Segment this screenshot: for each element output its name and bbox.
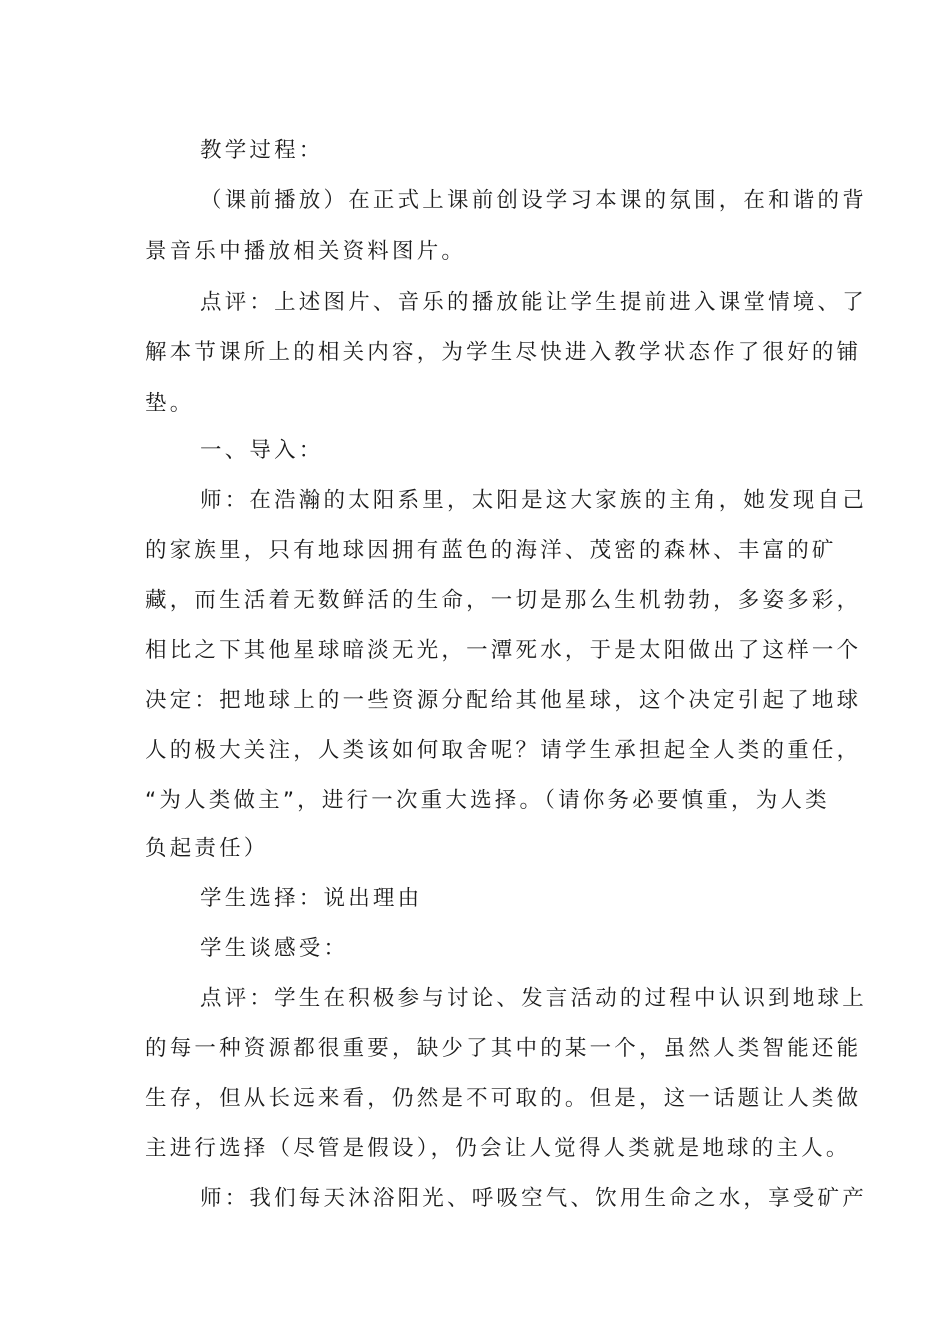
paragraph-line: 师：在浩瀚的太阳系里，太阳是这大家族的主角，她发现自己	[200, 488, 867, 513]
paragraph-line: 藏，而生活着无数鲜活的生命，一切是那么生机勃勃，多姿多彩，	[145, 588, 862, 613]
paragraph-line: 学生选择：说出理由	[200, 886, 423, 911]
paragraph-line: “为人类做主”，进行一次重大选择。（请你务必要慎重，为人类	[145, 788, 830, 813]
paragraph-line: 垫。	[145, 391, 195, 416]
paragraph-line: 相比之下其他星球暗淡无光，一潭死水，于是太阳做出了这样一个	[145, 638, 862, 663]
paragraph-line: （课前播放）在正式上课前创设学习本课的氛围，在和谐的背	[200, 188, 867, 213]
paragraph-line: 学生谈感受：	[200, 936, 349, 961]
paragraph-line: 点评：学生在积极参与讨论、发言活动的过程中认识到地球上	[200, 986, 867, 1011]
paragraph-line: 解本节课所上的相关内容，为学生尽快进入教学状态作了很好的铺	[145, 340, 862, 365]
paragraph-line: 主进行选择（尽管是假设），仍会让人觉得人类就是地球的主人。	[145, 1136, 851, 1161]
paragraph-line: 负起责任）	[145, 836, 269, 861]
paragraph-line: 生存，但从长远来看，仍然是不可取的。但是，这一话题让人类做	[145, 1086, 862, 1111]
paragraph-line: 的每一种资源都很重要，缺少了其中的某一个，虽然人类智能还能	[145, 1036, 862, 1061]
paragraph-line: 人的极大关注，人类该如何取舍呢？请学生承担起全人类的重任，	[145, 738, 862, 763]
paragraph-line: 师：我们每天沐浴阳光、呼吸空气、饮用生命之水，享受矿产	[200, 1186, 867, 1211]
paragraph-line: 决定：把地球上的一些资源分配给其他星球，这个决定引起了地球	[145, 688, 862, 713]
heading-introduction: 一、导入：	[200, 438, 324, 463]
paragraph-line: 的家族里，只有地球因拥有蓝色的海洋、茂密的森林、丰富的矿	[145, 538, 837, 563]
paragraph-line: 景音乐中播放相关资料图片。	[145, 239, 467, 264]
heading-teaching-process: 教学过程：	[200, 138, 324, 163]
paragraph-line: 点评：上述图片、音乐的播放能让学生提前进入课堂情境、了	[200, 290, 867, 315]
